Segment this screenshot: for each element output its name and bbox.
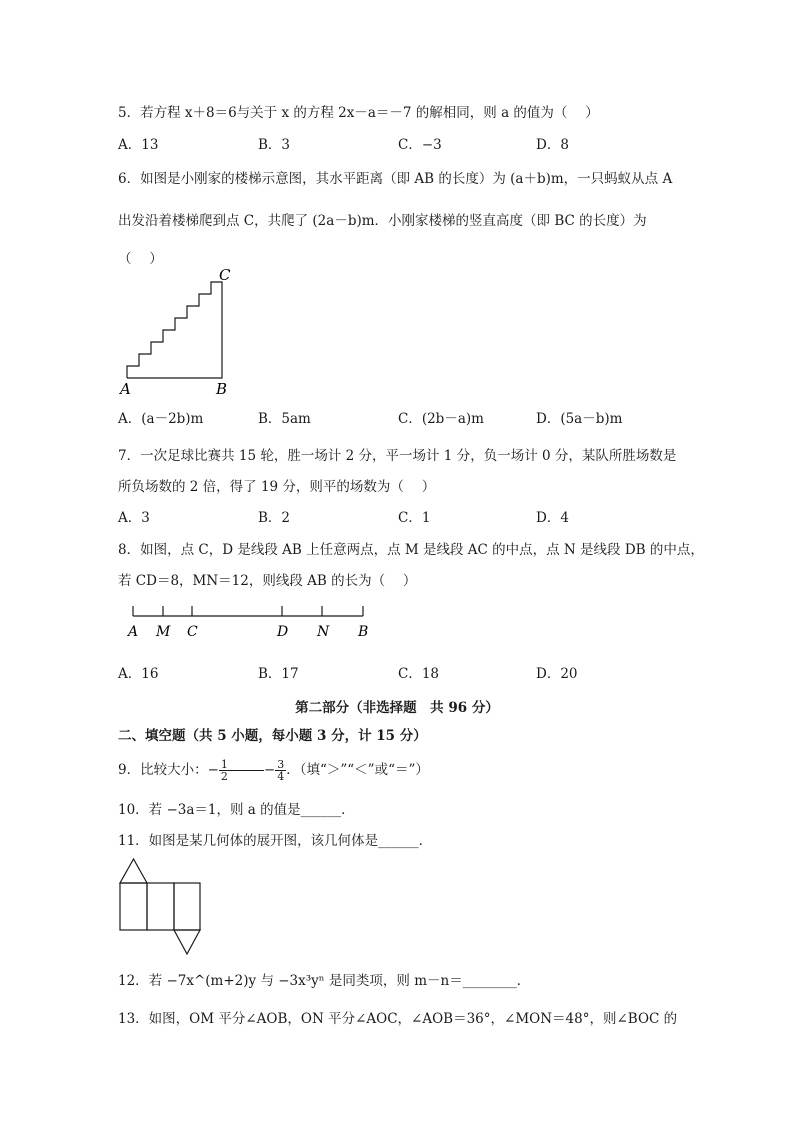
net-triangle-top [120,859,147,883]
segment-figure [122,600,378,642]
q5-stem: 5．若方程 x＋8＝6与关于 x 的方程 2x－a＝－7 的解相同，则 a 的值为（ ） [118,105,599,121]
q6-stem-line2: 出发沿着楼梯爬到点 C，共爬了 (2a－b)m．小刚家楼梯的竖直高度（即 BC 的长度）为 [118,213,647,229]
net-face-right [174,883,200,930]
q5-option-d: D．8 [536,137,569,153]
q13-stem: 13．如图，OM 平分∠AOB，ON 平分∠AOC，∠AOB＝36°，∠MON＝48°，则∠BOC 的 [118,1011,678,1027]
q7-option-d: D．4 [536,510,569,526]
fraction-1 [219,759,230,782]
q7-stem-line2: 所负场数的 2 倍，得了 19 分，则平的场数为（ ） [118,479,436,495]
q8-stem-line1: 8．如图，点 C，D 是线段 AB 上任意两点，点 M 是线段 AC 的中点，点 N 是线段 DB 的中点， [118,542,704,558]
q6-option-a: A．(a－2b)m [118,411,204,427]
fraction-1-numerator: 1 [220,758,228,771]
q8-option-c: C．18 [398,666,440,682]
q9-prefix: 9．比较大小： [118,762,208,778]
prism-net-figure [115,855,205,959]
staircase-figure [115,268,245,400]
label-a: A [128,624,139,640]
q6-stem-line1: 6．如图是小刚家的楼梯示意图，其水平距离（即 AB 的长度）为 (a＋b)m，一只蚂蚁从点 A [118,171,673,187]
label-b: B [216,380,228,398]
q6-option-b: B．5am [258,411,311,427]
label-b: B [358,624,369,640]
staircase-steps [127,282,222,378]
q7-stem-line1: 7．一次足球比赛共 15 轮，胜一场计 2 分，平一场计 1 分，负一场计 0 分，某队所胜场数是 [118,448,677,464]
fraction-2-denominator: 4 [277,770,285,783]
q11-stem: 11．如图是某几何体的展开图，该几何体是______． [118,833,433,849]
net-face-left [120,883,147,930]
q10-stem: 10．若 −3a＝1，则 a 的值是______． [118,802,355,818]
q9-stem: 9．比较大小：− $\frac{1}{2}$ − $\frac{3}{4}$ ．（填“＞”“＜”或“＝”） [118,758,429,783]
label-c: C [219,268,231,284]
q7-option-c: C．1 [398,510,431,526]
q12-stem: 12．若 −7x^(m+2)y 与 −3x³yⁿ 是同类项，则 m－n＝________． [118,973,531,989]
q8-option-d: D．20 [536,666,578,682]
q6-stem-line3: （ ） [118,251,163,267]
net-triangle-bottom [174,930,200,954]
q7-option-a: A．3 [118,510,150,526]
label-d: D [277,624,289,640]
fraction-2 [275,759,286,782]
q7-option-b: B．2 [258,510,291,526]
q6-option-d: D．(5a－b)m [536,411,623,427]
part2-title: 第二部分（非选择题 共 96 分） [295,700,499,716]
q9-suffix: ．（填“＞”“＜”或“＝”） [286,762,429,778]
label-n: N [317,624,330,640]
q8-stem-line2: 若 CD＝8，MN＝12，则线段 AB 的长为（ ） [118,573,417,589]
label-m: M [156,624,171,640]
fraction-2-numerator: 3 [277,758,285,771]
label-c: C [187,624,198,640]
fraction-1-denominator: 2 [220,770,228,783]
q5-option-c: C．−3 [398,137,442,153]
section2-title: 二、填空题（共 5 小题，每小题 3 分，计 15 分） [118,728,427,744]
q9-blank [230,770,264,771]
q5-option-a: A．13 [118,137,159,153]
net-face-middle [147,883,174,930]
q8-option-b: B．17 [258,666,299,682]
q8-option-a: A．16 [118,666,159,682]
label-a: A [120,380,131,398]
q6-option-c: C．(2b－a)m [398,411,484,427]
q5-option-b: B．3 [258,137,291,153]
